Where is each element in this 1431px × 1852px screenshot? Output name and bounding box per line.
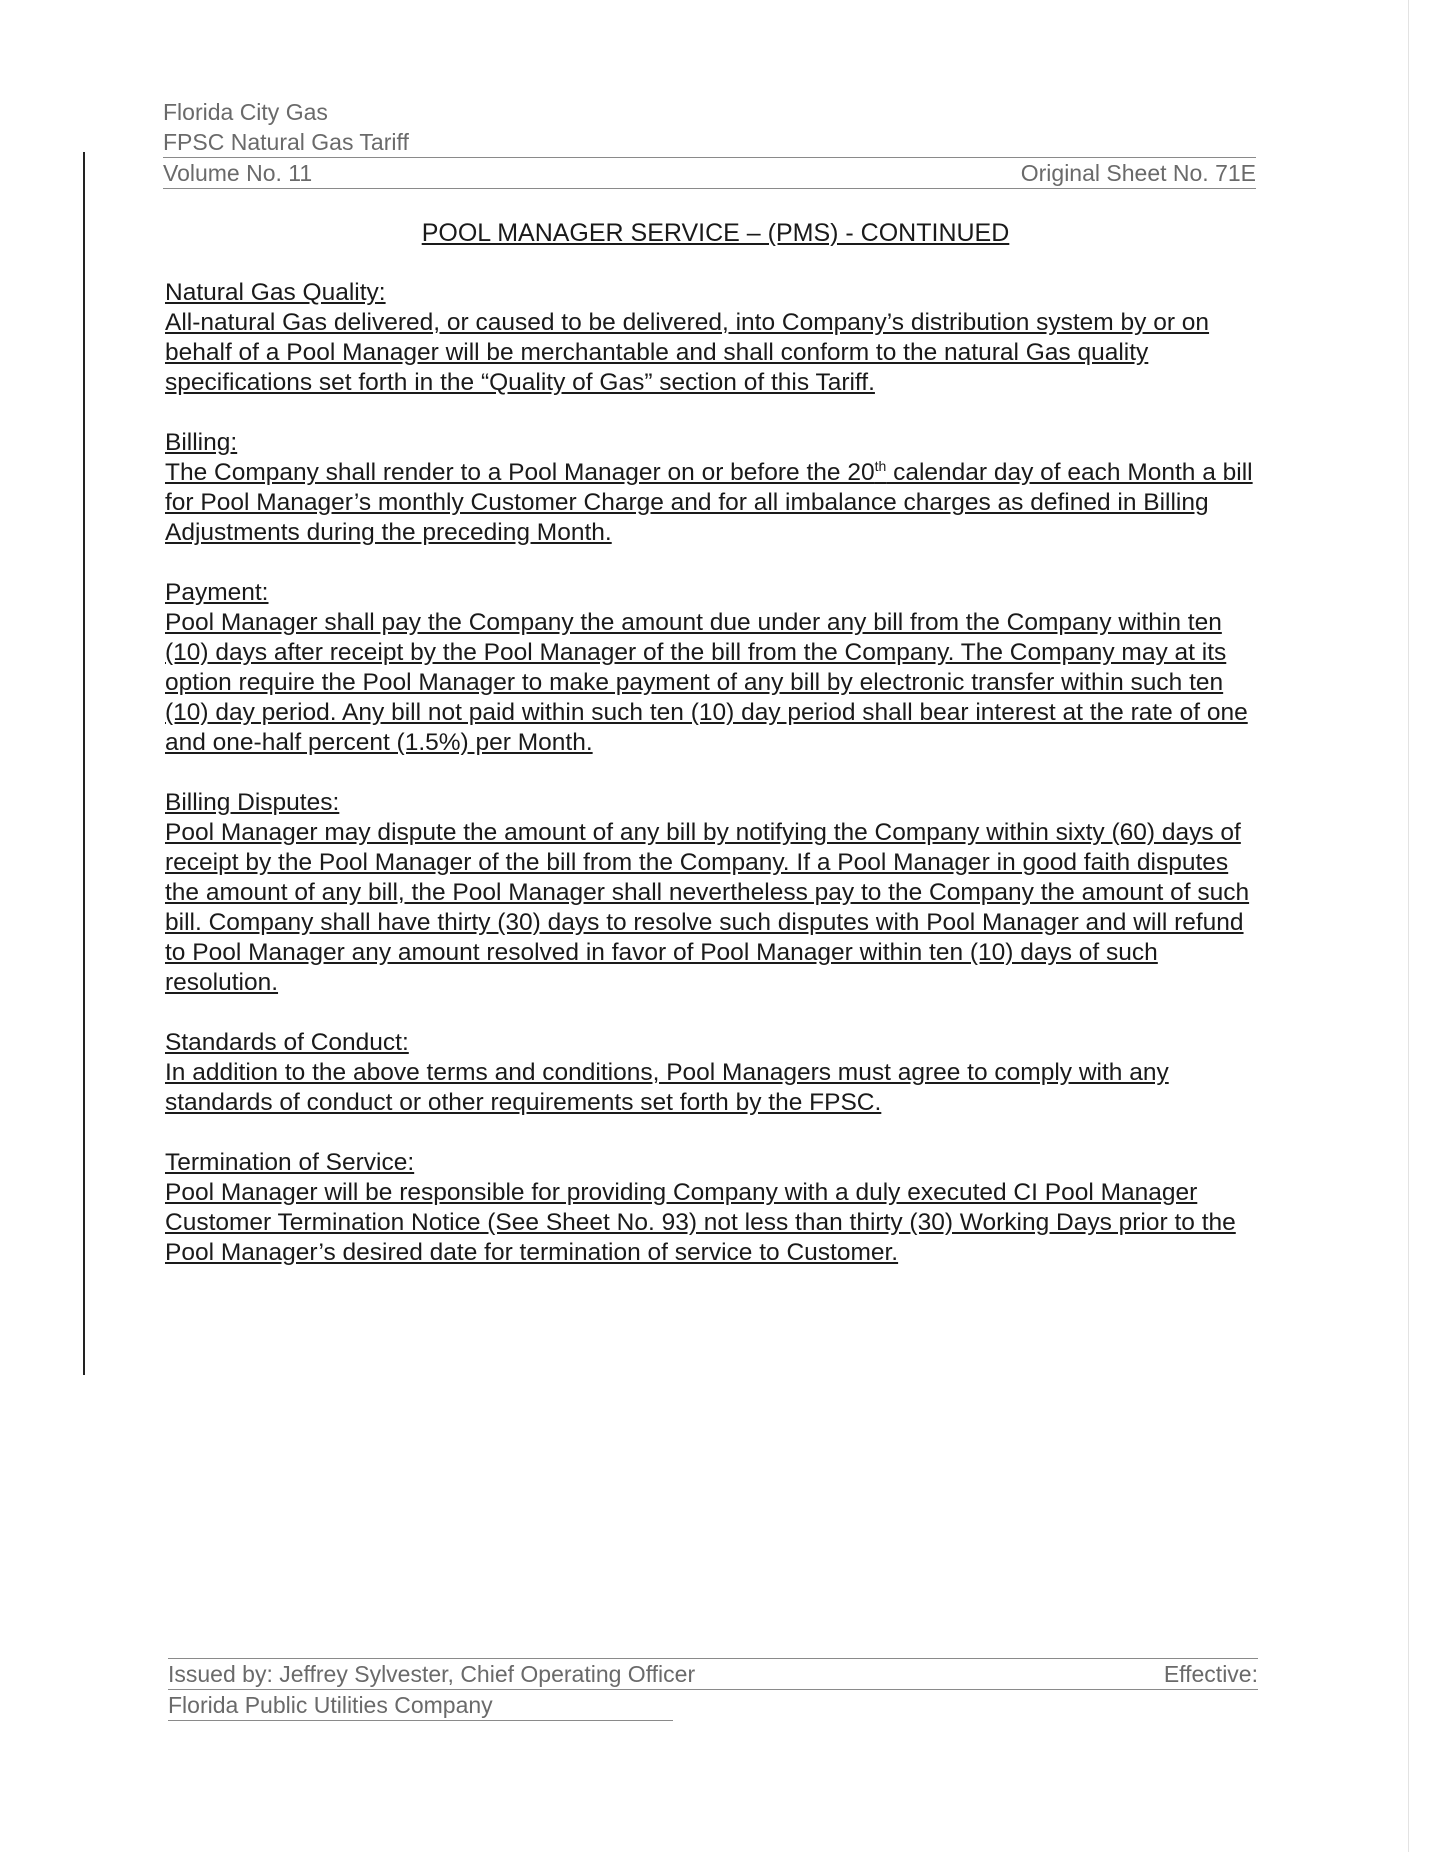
section-heading: Termination of Service: <box>165 1149 415 1176</box>
scan-edge-line <box>1408 0 1409 1852</box>
section-billing <box>165 428 1265 548</box>
header-company: Florida City Gas <box>163 99 328 125</box>
billing-text-start: The Company shall render to a Pool Manager on or before the 20 <box>165 459 875 486</box>
section-heading: Payment: <box>165 579 269 606</box>
document-body <box>165 278 1265 1298</box>
section-payment <box>165 578 1265 758</box>
section-heading: Billing: <box>165 429 238 456</box>
footer-company: Florida Public Utilities Company <box>168 1690 673 1721</box>
section-heading: Billing Disputes: <box>165 789 340 816</box>
header-sheet-number: Original Sheet No. 71E <box>1020 160 1256 186</box>
section-text: In addition to the above terms and conditions, Pool Managers must agree to comply with any standards of conduct or other requirements set forth by the FPSC. <box>165 1059 1169 1116</box>
section-text: Pool Manager will be responsible for providing Company with a duly executed CI Pool Manager Customer Termination Notice (See Sheet No. 93) not less than thirty (30) Working Days prior to the Pool Manager’s desired date for termination of service to Customer. <box>165 1179 1236 1266</box>
footer-issued-row <box>168 1659 1258 1690</box>
page-footer <box>168 1658 1258 1721</box>
page-header <box>163 97 1256 189</box>
section-text <box>165 458 1265 548</box>
revision-bar <box>83 152 85 1375</box>
section-heading: Standards of Conduct: <box>165 1029 409 1056</box>
header-volume-row <box>163 158 1256 189</box>
section-billing-disputes <box>165 788 1265 998</box>
section-gas-quality <box>165 278 1265 398</box>
footer-effective: Effective: <box>1163 1661 1258 1687</box>
section-text: Pool Manager shall pay the Company the amount due under any bill from the Company within ten (10) days after receipt by the Pool Manager of the bill from the Company. The Company may at its option require the Pool Manager to make payment of any bill by electronic transfer within such ten (10) day period. Any bill not paid within such ten (10) day period shall bear interest at the rate of one and one-half percent (1.5%) per Month. <box>165 609 1248 756</box>
section-text: All-natural Gas delivered, or caused to be delivered, into Company’s distribution system by or on behalf of a Pool Manager will be merchantable and shall conform to the natural Gas quality specifications set forth in the “Quality of Gas” section of this Tariff. <box>165 309 1210 396</box>
section-termination <box>165 1148 1265 1268</box>
section-standards-of-conduct <box>165 1028 1265 1118</box>
header-volume: Volume No. 11 <box>163 160 313 186</box>
section-text: Pool Manager may dispute the amount of any bill by notifying the Company within sixty (60) days of receipt by the Pool Manager of the bill from the Company. If a Pool Manager in good faith disputes the amount of any bill, the Pool Manager shall nevertheless pay to the Company the amount of such bill. Company shall have thirty (30) days to resolve such disputes with Pool Manager and will refund to Pool Manager any amount resolved in favor of Pool Manager within ten (10) days of such resolution. <box>165 819 1250 996</box>
page-title: POOL MANAGER SERVICE – (PMS) - CONTINUED <box>421 219 1010 247</box>
section-heading: Natural Gas Quality: <box>165 279 386 306</box>
footer-issued-by: Issued by: Jeffrey Sylvester, Chief Operating Officer <box>168 1661 696 1687</box>
ordinal-suffix: th <box>874 457 887 474</box>
header-tariff: FPSC Natural Gas Tariff <box>163 127 1256 158</box>
billing-text-end: calendar day of each Month a bill for Pool Manager’s monthly Customer Charge and for all imbalance charges as defined in Billing Adjustments during the preceding Month. <box>165 459 1253 546</box>
